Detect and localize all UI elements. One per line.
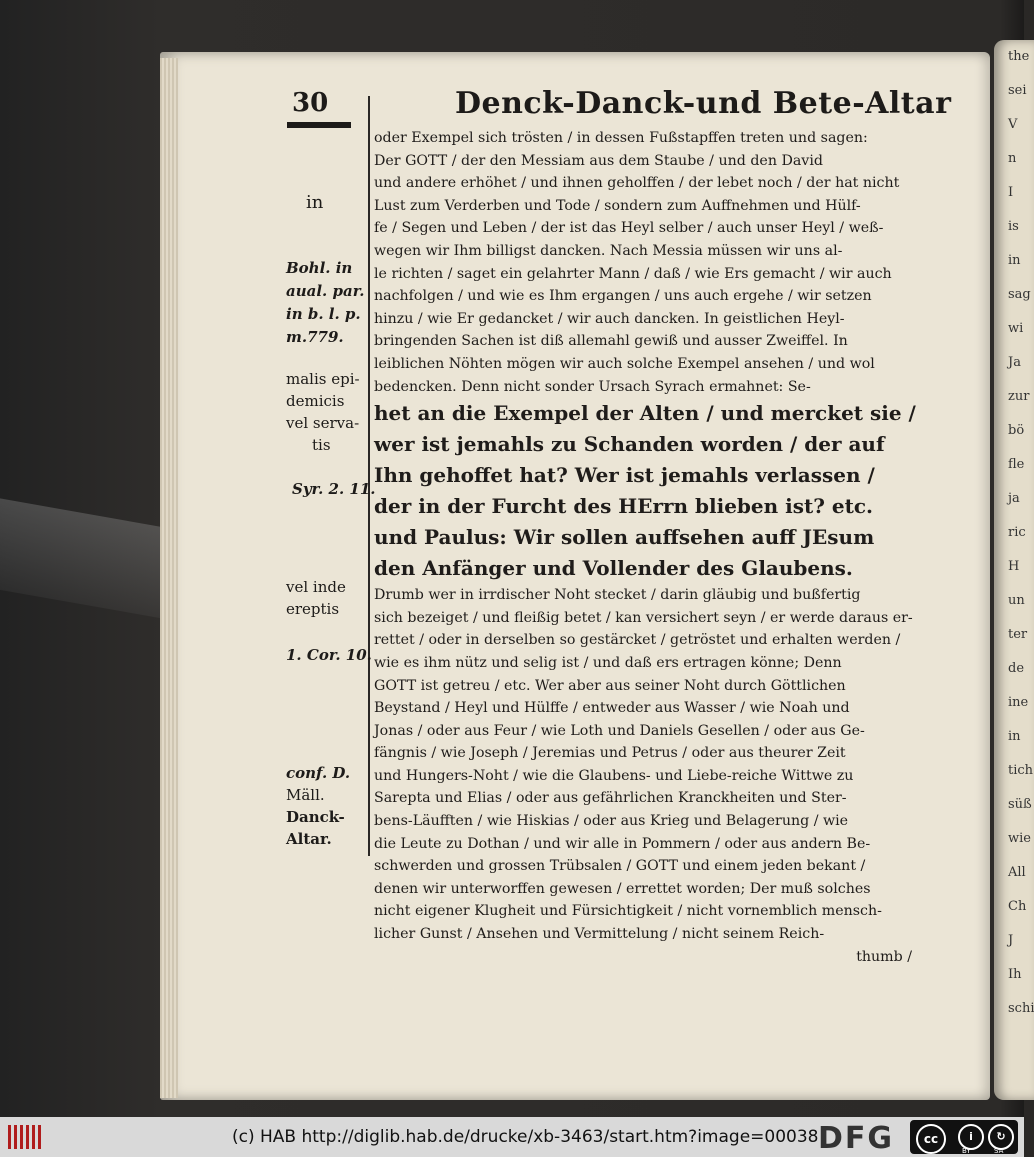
text-line: Jonas / oder aus Feur / wie Loth und Daniels Gesellen / oder aus Ge- [374,722,865,739]
text-line: Sarepta und Elias / oder aus gefährlichen Kranckheiten und Ster- [374,790,847,807]
next-page-fragment: wie [1008,831,1031,846]
page-edge [160,58,178,1098]
text-line: nicht eigener Klugheit und Fürsichtigkeit / nicht vornemblich mensch- [374,903,882,920]
next-page-fragment: fle [1008,457,1025,472]
sharealike-icon: ↻ [988,1124,1014,1150]
next-page-fragment: un [1008,593,1025,608]
next-page-fragment: n [1008,151,1017,166]
text-line: Beystand / Heyl und Hülffe / entweder aus Wasser / wie Noah und [374,700,850,717]
margin-note: Bohl. in [286,259,353,277]
quote-line: het an die Exempel der Alten / und mercket sie / [374,401,916,426]
next-page-fragment: Ch [1008,899,1027,914]
catchword: thumb / [856,948,912,965]
margin-note: in b. l. p. [286,305,361,323]
next-page-edge [994,40,1034,1100]
cc-icon: cc [916,1124,946,1154]
quote-line: den Anfänger und Vollender des Glaubens. [374,556,853,581]
source-link[interactable]: (c) HAB http://diglib.hab.de/drucke/xb-3463/start.htm?image=00038 [232,1127,819,1147]
viewer-footer [0,1117,1024,1157]
by-attribution-icon: i [958,1124,984,1150]
quote-line: der in der Furcht des HErrn blieben ist? etc. [374,494,874,519]
text-line: Der GOTT / der den Messiam aus dem Staube / und den David [374,152,823,169]
margin-note: Syr. 2. 11. [292,480,376,498]
text-line: rettet / oder in derselben so gestärcket / getröstet und erhalten werden / [374,632,901,649]
text-line: die Leute zu Dothan / und wir alle in Pommern / oder aus andern Be- [374,835,871,852]
by-label: BY [962,1147,971,1155]
margin-note: vel inde [286,578,346,596]
next-page-fragment: All [1008,865,1026,880]
next-page-fragment: wi [1008,321,1024,336]
text-line: wie es ihm nütz und selig ist / und daß ers ertragen könne; Denn [374,654,842,671]
margin-note: vel serva- [286,414,360,432]
quote-line: Ihn gehoffet hat? Wer ist jemahls verlassen / [374,463,875,488]
text-line: nachfolgen / und wie es Ihm ergangen / uns auch ergehe / wir setzen [374,288,872,305]
text-line: sich bezeiget / und fleißig betet / kan versichert seyn / er werde daraus er- [374,609,913,626]
next-page-fragment: V [1008,117,1018,132]
text-line: hinzu / wie Er gedancket / wir auch dancken. In geistlichen Heyl- [374,310,845,327]
next-page-fragment: schi [1008,1001,1034,1016]
running-title: Denck-Danck-und Bete-Altar [455,86,952,121]
column-rule [368,96,370,856]
next-page-fragment: zur [1008,389,1030,404]
margin-note: 1. Cor. 10. [286,646,372,664]
next-page-fragment: in [1008,729,1021,744]
text-line: oder Exempel sich trösten / in dessen Fußstapffen treten und sagen: [374,130,868,146]
text-line: GOTT ist getreu / etc. Wer aber aus seiner Noht durch Göttlichen [374,677,846,694]
margin-note: malis epi- [286,370,360,388]
next-page-fragment: ine [1008,695,1029,710]
next-page-fragment: sag [1008,287,1031,302]
text-line: fe / Segen und Leben / der ist das Heyl selber / auch unser Heyl / weß- [374,220,884,237]
header-rule [287,122,351,128]
next-page-fragment: ric [1008,525,1026,540]
margin-note: Altar. [286,830,332,848]
text-line: wegen wir Ihm billigst dancken. Nach Messia müssen wir uns al- [374,242,843,259]
text-line: licher Gunst / Ansehen und Vermittelung / nicht seinem Reich- [374,926,825,943]
text-line: Drumb wer in irrdischer Noht stecket / darin gläubig und bußfertig [374,587,861,604]
text-line: Lust zum Verderben und Tode / sondern zum Auffnehmen und Hülf- [374,197,861,214]
next-page-fragment: de [1008,661,1025,676]
next-page-fragment: sei [1008,83,1027,98]
margin-note: demicis [286,392,345,410]
margin-note: conf. D. [286,764,351,782]
text-line: fängnis / wie Joseph / Jeremias und Petrus / oder aus theurer Zeit [374,745,846,762]
next-page-fragment: süß [1008,797,1032,812]
next-page-fragment: H [1008,559,1020,574]
text-line: bedencken. Denn nicht sonder Ursach Syrach ermahnet: Se- [374,378,811,395]
next-page-fragment: tich [1008,763,1034,778]
text-line: bringenden Sachen ist diß allemahl gewiß und ausser Zweiffel. In [374,333,848,350]
body-text [374,127,916,968]
next-page-fragment: J [1008,933,1014,948]
margin-note: Danck- [286,808,345,826]
text-line: und andere erhöhet / und ihnen geholffen / der lebet noch / der hat nicht [374,175,900,192]
margin-note: in [306,192,324,213]
text-line: leiblichen Nöhten mögen wir auch solche Exempel ansehen / und wol [374,355,875,372]
next-page-fragment: Ih [1008,967,1022,982]
cc-license-badge[interactable] [910,1120,1018,1154]
text-line: denen wir unterworffen gewesen / errettet worden; Der muß solches [374,880,871,897]
next-page-fragment: Ja [1008,355,1021,370]
page-number: 30 [292,88,329,118]
text-line: bens-Läufften / wie Hiskias / oder aus Krieg und Belagerung / wie [374,813,849,830]
margin-note: m.779. [286,328,344,346]
margin-note: aual. par. [286,282,365,300]
margin-note: Mäll. [286,786,325,804]
margin-note: ereptis [286,600,340,618]
text-line: und Hungers-Noht / wie die Glaubens- und Liebe-reiche Wittwe zu [374,767,854,784]
next-page-fragment: the [1008,49,1030,64]
next-page-fragment: bö [1008,423,1025,438]
quote-line: wer ist jemahls zu Schanden worden / der auf [374,432,885,457]
next-page-fragment: is [1008,219,1019,234]
next-page-fragment: I [1008,185,1014,200]
next-page-fragment: in [1008,253,1021,268]
dfg-logo: DFG [818,1121,895,1156]
next-page-fragment: ter [1008,627,1028,642]
text-line: schwerden und grossen Trübsalen / GOTT und einem jeden bekant / [374,858,866,875]
quote-line: und Paulus: Wir sollen auffsehen auff JEsum [374,525,875,550]
next-page-fragment: ja [1008,491,1020,506]
hab-logo-icon [8,1125,44,1149]
sa-label: SA [994,1147,1004,1155]
text-line: le richten / saget ein gelahrter Mann / daß / wie Ers gemacht / wir auch [374,265,892,282]
margin-note: tis [312,436,331,454]
